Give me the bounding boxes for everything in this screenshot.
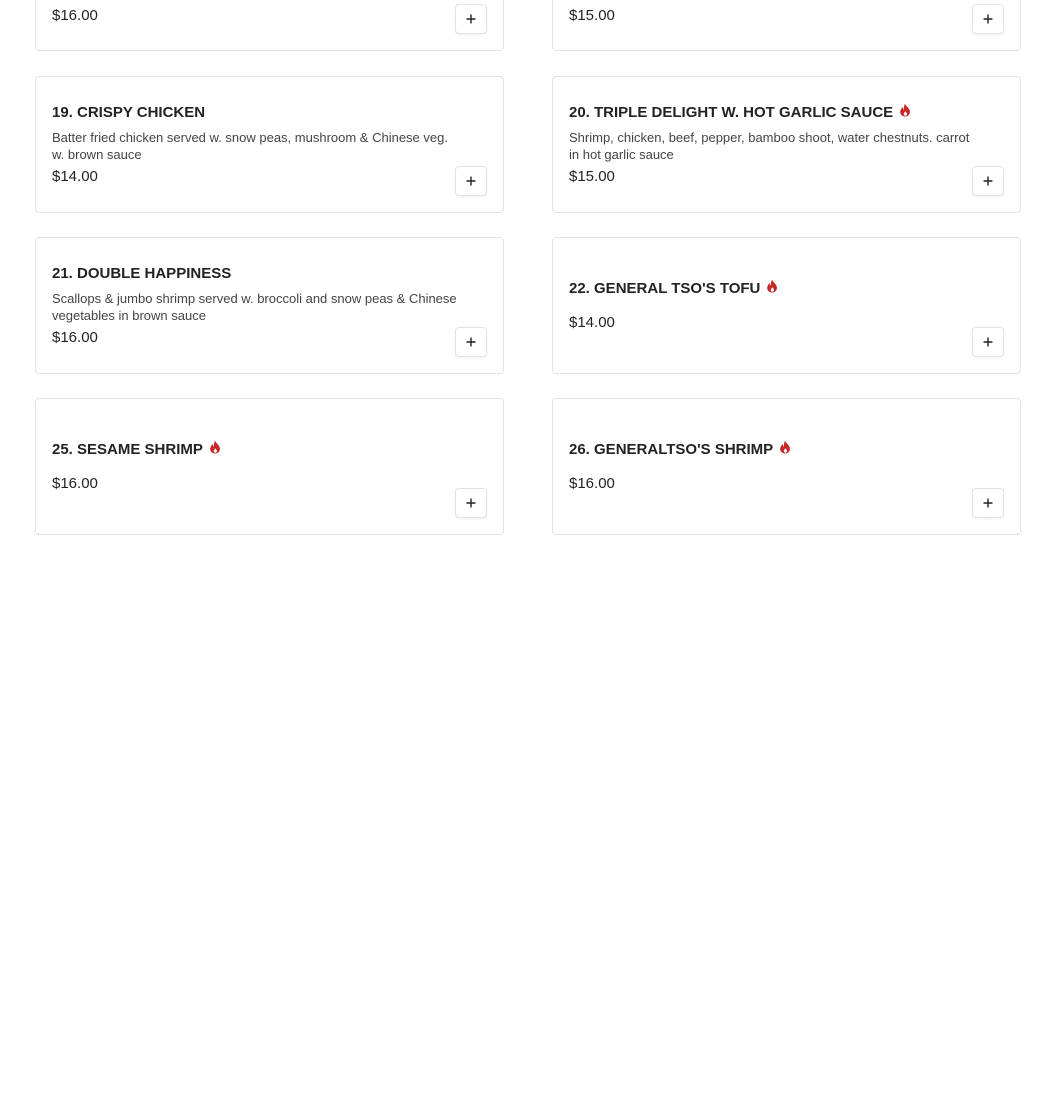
plus-icon bbox=[466, 337, 476, 347]
plus-icon bbox=[466, 14, 476, 24]
menu-item-title bbox=[52, 264, 459, 284]
menu-item-card[interactable] bbox=[552, 76, 1021, 213]
menu-item-price: $16.00 bbox=[52, 328, 98, 346]
menu-item-title bbox=[52, 440, 459, 460]
menu-item-content bbox=[52, 238, 459, 373]
menu-item-card[interactable] bbox=[552, 398, 1021, 535]
plus-icon bbox=[983, 337, 993, 347]
plus-icon bbox=[983, 176, 993, 186]
menu-item-price: $14.00 bbox=[52, 167, 98, 185]
menu-item-name: 19. CRISPY CHICKEN bbox=[52, 103, 206, 121]
menu-item-name: 22. GENERAL TSO'S TOFU bbox=[569, 279, 761, 297]
menu-item-content bbox=[52, 399, 459, 534]
add-to-cart-button[interactable] bbox=[455, 166, 487, 196]
add-to-cart-button[interactable] bbox=[455, 488, 487, 518]
menu-item-name: 20. TRIPLE DELIGHT W. HOT GARLIC SAUCE bbox=[569, 103, 894, 121]
menu-item-content bbox=[569, 77, 976, 212]
menu-item-card[interactable] bbox=[35, 0, 504, 51]
add-to-cart-button[interactable] bbox=[972, 327, 1004, 357]
spicy-flame-icon bbox=[899, 103, 911, 117]
menu-item-title bbox=[569, 440, 976, 460]
add-to-cart-button[interactable] bbox=[972, 488, 1004, 518]
spicy-flame-icon bbox=[766, 279, 778, 293]
menu-item-title bbox=[52, 103, 459, 123]
menu-item-price: $16.00 bbox=[52, 7, 98, 24]
menu-item-content bbox=[569, 0, 976, 50]
add-to-cart-button[interactable] bbox=[972, 166, 1004, 196]
plus-icon bbox=[983, 498, 993, 508]
menu-item-price: $16.00 bbox=[52, 474, 98, 492]
menu-item-content bbox=[52, 77, 459, 212]
plus-icon bbox=[466, 176, 476, 186]
menu-item-name: 25. SESAME SHRIMP bbox=[52, 440, 203, 458]
menu-item-title bbox=[569, 279, 976, 299]
spicy-flame-icon bbox=[209, 440, 221, 454]
menu-item-card[interactable] bbox=[35, 237, 504, 374]
menu-item-price: $15.00 bbox=[569, 7, 615, 24]
menu-item-content bbox=[52, 0, 459, 50]
add-to-cart-button[interactable] bbox=[455, 4, 487, 34]
spicy-flame-icon bbox=[779, 440, 791, 454]
add-to-cart-button[interactable] bbox=[455, 327, 487, 357]
menu-item-description: Shrimp, chicken, beef, pepper, bamboo shoot, water chestnuts. carrot in hot garlic sauce bbox=[569, 129, 970, 162]
menu-item-card[interactable] bbox=[552, 237, 1021, 374]
menu-item-description: Batter fried chicken served w. snow peas, mushroom & Chinese veg. w. brown sauce bbox=[52, 129, 448, 162]
menu-item-name: 26. GENERALTSO'S SHRIMP bbox=[569, 440, 774, 458]
add-to-cart-button[interactable] bbox=[972, 4, 1004, 34]
menu-item-content bbox=[569, 238, 976, 373]
menu-item-price: $16.00 bbox=[569, 474, 615, 492]
menu-item-price: $15.00 bbox=[569, 167, 615, 185]
menu-item-card[interactable] bbox=[552, 0, 1021, 51]
menu-item-name: 21. DOUBLE HAPPINESS bbox=[52, 264, 232, 282]
menu-item-content bbox=[569, 399, 976, 534]
menu-item-title bbox=[569, 103, 976, 123]
menu-item-card[interactable] bbox=[35, 76, 504, 213]
menu-item-card[interactable] bbox=[35, 398, 504, 535]
menu-item-price: $14.00 bbox=[569, 313, 615, 331]
plus-icon bbox=[466, 498, 476, 508]
plus-icon bbox=[983, 14, 993, 24]
menu-item-description: Scallops & jumbo shrimp served w. broccoli and snow peas & Chinese vegetables in brown sauce bbox=[52, 290, 457, 323]
